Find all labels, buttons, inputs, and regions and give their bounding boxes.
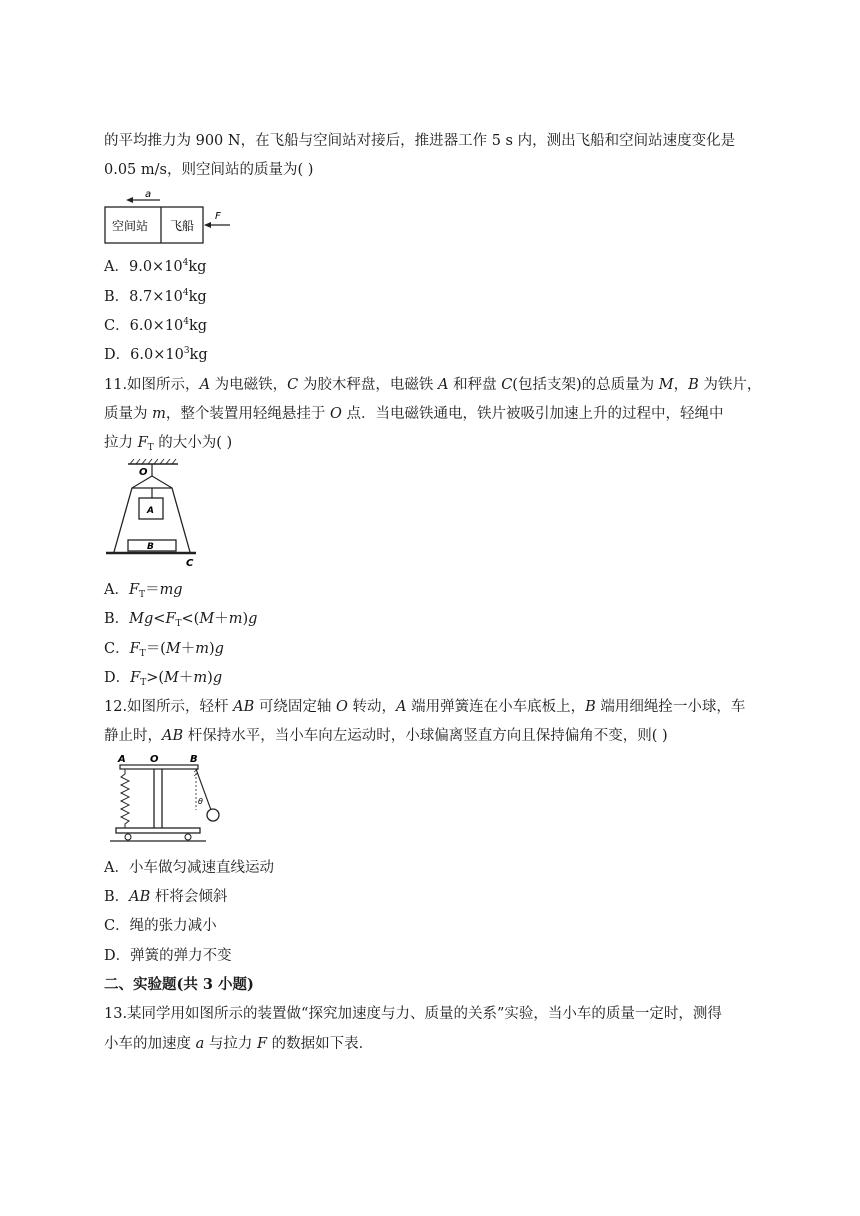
q13-line2: 小车的加速度 a 与拉力 F 的数据如下表．: [104, 1036, 374, 1052]
q11-line1: 11.如图所示，A 为电磁铁，C 为胶木秤盘，电磁铁 A 和秤盘 C(包括支架)的总质量为 M，B 为铁片，: [104, 377, 762, 393]
q10-label-a: a: [145, 189, 152, 200]
q11-option-a: A．$F_T=mg$: [104, 582, 183, 600]
q10-label-station: 空间站: [112, 219, 149, 233]
q12-label-O: O: [150, 754, 159, 765]
q11-line2: 质量为 m，整个装置用轻绳悬挂于 O 点．当电磁铁通电，铁片被吸引加速上升的过程中，轻绳中: [104, 406, 724, 422]
q12-option-b: B．AB 杆将会倾斜: [104, 889, 228, 905]
q11-option-c: C．$F_T=(M+m)g$: [104, 641, 224, 659]
q10-figure-station-ship: [104, 188, 234, 246]
q12-option-c: C．绳的张力减小: [104, 918, 217, 934]
q11-label-B: B: [147, 542, 154, 552]
q10-label-F: F: [215, 211, 221, 222]
q11-label-A: A: [147, 506, 154, 516]
q12-label-theta: θ: [198, 797, 203, 806]
q11-label-O: O: [139, 467, 148, 478]
q11-figure-electromagnet: [102, 458, 202, 570]
q10-line1: 的平均推力为 900 N，在飞船与空间站对接后，推进器工作 5 s 内，测出飞船和空间站速度变化是: [104, 133, 736, 149]
q10-option-d: D．$6.0\times 10^3kg$: [104, 346, 208, 363]
q13-line1: 13.某同学用如图所示的装置做“探究加速度与力、质量的关系”实验，当小车的质量一定时，测得: [104, 1006, 722, 1022]
q12-label-A: A: [118, 754, 126, 765]
q10-option-a: A．$9.0\times 10^4kg$: [104, 258, 207, 275]
q10-option-c: C．$6.0\times 10^4kg$: [104, 317, 208, 334]
q11-option-b: B．$Mg<F_T<(M+m)g$: [104, 611, 258, 629]
q12-line1: 12.如图所示，轻杆 AB 可绕固定轴 O 转动，A 端用弹簧连在小车底板上，B 端用细绳拴一小球，车: [104, 699, 746, 715]
q12-option-a: A．小车做匀减速直线运动: [104, 860, 274, 876]
q10-label-ship: 飞船: [170, 219, 195, 233]
q11-label-C: C: [186, 558, 194, 569]
q12-option-d: D．弹簧的弹力不变: [104, 948, 232, 964]
q11-line3: 拉力 $F_T$ 的大小为( ): [104, 435, 233, 453]
q10-option-b: B．$8.7\times 10^4kg$: [104, 288, 207, 305]
section-title: 二、实验题(共 3 小题): [104, 976, 254, 993]
q12-label-B: B: [190, 754, 198, 765]
q12-figure-cart: [110, 752, 230, 844]
q12-line2: 静止时，AB 杆保持水平，当小车向左运动时，小球偏离竖直方向且保持偏角不变，则( ): [104, 728, 668, 744]
q11-option-d: D．$F_T>(M+m)g$: [104, 670, 223, 688]
q10-line2: 0.05 m/s，则空间站的质量为( ): [104, 162, 314, 178]
